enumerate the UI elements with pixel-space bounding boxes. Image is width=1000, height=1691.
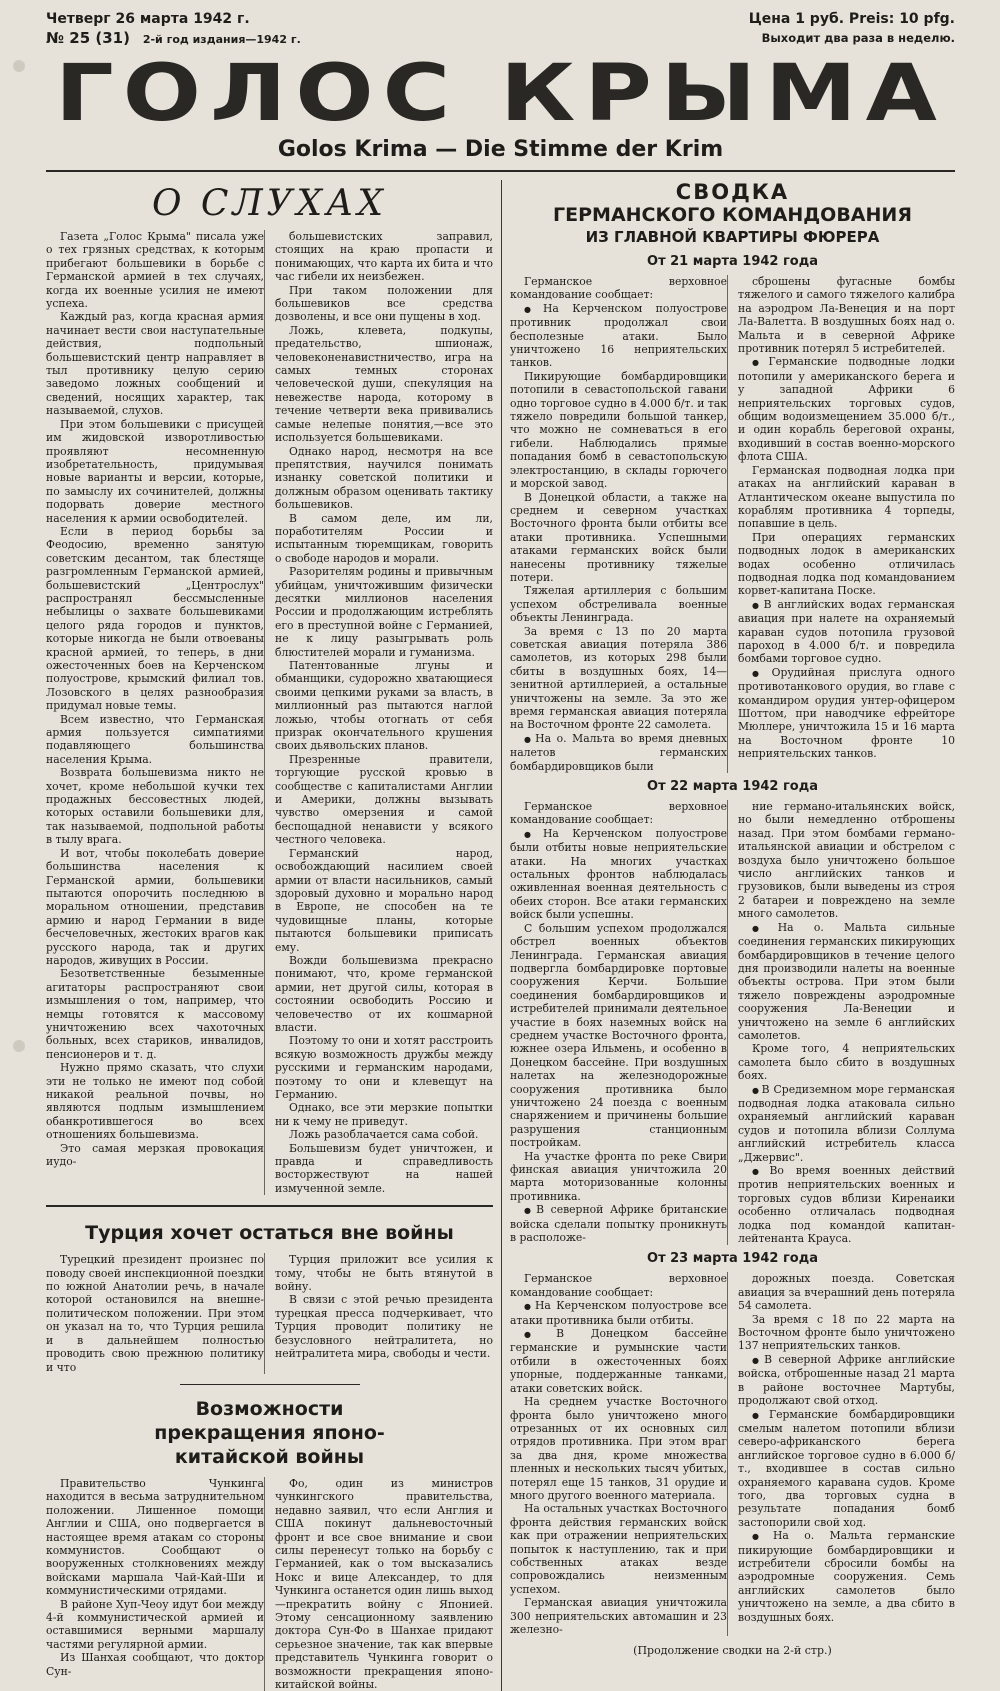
- paragraph: Большевизм будет уничтожен, и правда и справедливость восторжествуют на нашей измученной земле.: [275, 1141, 493, 1195]
- paragraph: сброшены фугасные бомбы тяжелого и самого тяжелого калибра на аэродром Ла-Венеция и на порт Ла-Валетта. В воздушных боях над о. Мальта и в северной Африке противник потерял 5 истребителей.: [738, 275, 955, 356]
- report-2-col-1: [510, 800, 728, 1245]
- paragraph: ● На Керченском полуострове все атаки противника были отбиты.: [510, 1299, 727, 1327]
- masthead-rule: [46, 170, 955, 172]
- paragraph: ● Во время военных действий против неприятельских военных и торговых судов вблизи Киренаики особенно отличалась подводная лодка под командой капитан-лейтенанта Крауса.: [738, 1164, 955, 1245]
- paragraph: Однако, все эти мерзкие попытки ни к чему не приведут.: [275, 1101, 493, 1128]
- publication-schedule: Выходит два раза в неделю.: [761, 31, 955, 45]
- paragraph: Пикирующие бомбардировщики потопили в севастопольской гавани одно торговое судно в 4.000 б/т. и так тяжело повредили большой танкер, что можно не сомневаться в его гибели. Наблюдались прямые попадания бомб в севастопольскую электростанцию, в склады горючего и морской завод.: [510, 369, 728, 491]
- issue-date: Четверг 26 марта 1942 г.: [46, 11, 250, 27]
- paragraph: Правительство Чункинга находится в весьма затруднительном положении. Лишенное помощи Англии и США, оно подвергается в настоящее время атакам со стороны коммунистов. Сообщают о вооруженных столкновениях между войсками маршала Чай-Кай-Ши и коммунистическими отрядами.: [46, 1476, 264, 1598]
- paragraph: ● В английских водах германская авиация при налете на охраняемый караван судов потопила грузовой пароход в 4.000 б/т. и повредила бомбами торговое судно.: [738, 598, 955, 666]
- paragraph: Возврата большевизма никто не хочет, кроме небольшой кучки тех продажных бессовестных людей, которых оставили большевики для, так называемой, подпольной работы в тылу врага.: [46, 766, 264, 847]
- paragraph: На среднем участке Восточного фронта было уничтожено много отрезанных от их основных сил отрядов противника. При этом враг за два дня, кроме множества пленных и нескольких тысяч убитых, потерял еще 15 танков, 31 орудие и много другого военного материала.: [510, 1395, 727, 1502]
- paragraph: В самом деле, им ли, поработителям России и испытанным тюремщикам, говорить о свободе народов и морали.: [275, 511, 493, 565]
- japan-article: [46, 1477, 493, 1691]
- svodka-title-3: ИЗ ГЛАВНОЙ КВАРТИРЫ ФЮРЕРА: [585, 228, 880, 246]
- paragraph: За время с 18 по 22 марта на Восточном фронте было уничтожено 137 неприятельских танков.: [738, 1312, 955, 1353]
- svodka-title-2: ГЕРМАНСКОГО КОМАНДОВАНИЯ: [553, 204, 912, 226]
- newspaper-subtitle: Golos Krima — Die Stimme der Krim: [277, 137, 724, 162]
- paragraph: На участке фронта по реке Свири финская авиация уничтожила 20 марта моторизованные колонны противника.: [510, 1149, 727, 1203]
- top-right-info: [749, 10, 955, 48]
- paragraph: Германский народ, освобождающий насилием своей армии от власти насильников, самый здоровый духовно и морально народ в Европе, не способен на те чудовищные планы, которые пытаются большевики приписать ему.: [275, 846, 493, 954]
- paragraph: Презренные правители, торгующие русской кровью в сообществе с капиталистами Англии и Америки, должны вызывать чувство омерзения и самой беспощадной ненависти у всякого честного человека.: [275, 752, 493, 847]
- paragraph: Германское верховное командование сообщает:: [510, 1272, 727, 1299]
- top-info-bar: [46, 0, 955, 49]
- turkey-col-2: [275, 1253, 493, 1374]
- paragraph: Вожди большевизма прекрасно понимают, что, кроме германской армии, нет другой силы, которая в состоянии освободить Россию и человечество от их кошмарной власти.: [275, 953, 493, 1034]
- paragraph: Турция приложит все усилия к тому, чтобы не быть втянутой в войну.: [275, 1253, 493, 1294]
- paragraph: На остальных участках Восточного фронта действия германских войск как при отражении неприятельских попыток к наступлению, так и при собственных атаках везде сопровождались неизменным успехом.: [510, 1502, 727, 1596]
- rumors-headline: О СЛУХАХ: [151, 183, 388, 224]
- short-rule: [180, 1384, 360, 1385]
- paragraph: Газета „Голос Крыма" писала уже о тех грязных средствах, к которым прибегают большевики в борьбе с Германской армией в тех случаях, когда их военные усилия не имеют успеха.: [46, 230, 264, 311]
- paragraph: Тяжелая артиллерия с большим успехом обстреливала военные объекты Ленинграда.: [510, 584, 727, 625]
- paragraph: Германская авиация уничтожила 300 неприятельских автомашин и 23 железно-: [510, 1596, 727, 1636]
- paragraph: ● В северной Африке английские войска, отброшенные назад 21 марта в районе восточнее Мартубы, продолжают свой отход.: [738, 1353, 955, 1408]
- paragraph: Ложь, клевета, подкупы, предательство, шпионаж, человеконенавистничество, игра на самых темных сторонах человеческой души, спекуляция на невежестве народа, которому в течение четверти века прививались самые нелепые понятия,—все это используется большевиками.: [275, 323, 493, 445]
- report-2: [510, 800, 955, 1245]
- report-3: [510, 1272, 955, 1636]
- report-date-3: От 23 марта 1942 года: [647, 1251, 818, 1267]
- paragraph: В Донецкой области, а также на среднем и северном участках Восточного фронта были отбиты все атаки противника. Успешными атаками германских войск были нанесены противнику тяжелые потери.: [510, 490, 727, 584]
- report-1-col-2: [738, 275, 955, 773]
- paragraph: ● На Керченском полуострове противник продолжал свои бесполезные атаки. Было уничтожено 16 неприятельских танков.: [510, 302, 727, 370]
- paragraph: ● На о. Мальта сильные соединения германских пикирующих бомбардировщиков в течение целого дня производили налеты на военные объекты острова. При этом были тяжело повреждены аэродромные сооружения Ла-Венеции и уничтожено на земле 6 английских самолетов.: [738, 921, 955, 1043]
- paragraph: ● В Донецком бассейне германские и румынские части отбили в ожесточенных боях упорные, поддержанные танками, атаки советских войск.: [510, 1327, 727, 1395]
- continued-note: (Продолжение сводки на 2-й стр.): [633, 1644, 832, 1658]
- paragraph: ● Орудийная прислуга одного противотанкового орудия, во главе с командиром орудия унтер-офицером Шоттом, при наводчике ефрейторе Мюллере, уничтожила 15 и 16 марта на Восточном фронте 10 неприятельских танков.: [738, 666, 955, 761]
- issue-number: № 25 (31): [46, 29, 130, 47]
- report-1: [510, 275, 955, 773]
- svodka-headline: [510, 180, 955, 248]
- paragraph: ● В северной Африке британские войска сделали попытку проникнуть в расположе-: [510, 1203, 727, 1244]
- paragraph: Поэтому то они и хотят расстроить всякую возможность дружбы между русскими и германским народами, поэтому то они и клевещут на Германию.: [275, 1034, 493, 1101]
- report-1-col-1: [510, 275, 728, 773]
- paragraph: При этом большевики с присущей им жидовской изворотливостью проявляют несомненную изобретательность, придумывая новые варианты и версии, которые, по замыслу их сочинителей, должны подорвать доверие местного населения к армии освободителей.: [46, 417, 264, 525]
- paragraph: Всем известно, что Германская армия пользуется симпатиями подавляющего большинства населения Крыма.: [46, 712, 264, 766]
- paragraph: ● Германские бомбардировщики смелым налетом потопили вблизи северо-африканского берега английское торговое судно в 6.000 б/т., входившее в состав сильно охраняемого каравана судов. Кроме того, два торговых судна в результате попадания бомб застопорили свой ход.: [738, 1408, 955, 1530]
- turkey-headline: Турция хочет остаться вне войны: [85, 1222, 454, 1245]
- paragraph: Однако народ, несмотря на все препятствия, научился понимать изнанку советской политики и должным образом оценивать тактику большевиков.: [275, 444, 493, 512]
- paragraph: ● Германские подводные лодки потопили у американского берега и у западной Африки 6 неприятельских торговых судов, общим водоизмещением 35.000 б/т., и один корабль береговой охраны, входивший в состав военно-морского флота США.: [738, 355, 955, 463]
- paragraph: Нужно прямо сказать, что слухи эти не только не имеют под собой никакой реальной почвы, но являются подлым измышлением обанкротившегося во всех отношениях большевизма.: [46, 1061, 264, 1142]
- publication-year: 2-й год издания—1942 г.: [142, 33, 301, 46]
- paragraph: За время с 13 по 20 марта советская авиация потеряла 386 самолетов, из которых 298 были сбиты в воздушных боях, 14—зенитной артиллерией, а остальные уничтожены на земле. За это же время германская авиация потеряла на Восточном фронте 22 самолета.: [510, 624, 727, 732]
- svodka-title-1: СВОДКА: [675, 180, 790, 204]
- paragraph: С большим успехом продолжался обстрел военных объектов Ленинграда. Германская авиация подвергла бомбардировке портовые сооружения Керчи. Большие соединения бомбардировщиков и истребителей принимали деятельное участие в боях наземных войск на среднем участке Восточного фронта, южнее озера Ильмень, и особенно в Донецком бассейне. При воздушных налетах на железнодорожные сооружения противника было уничтожено 24 поезда с военным снаряжением и причинены большие разрушения станционным постройкам.: [510, 921, 727, 1150]
- paragraph: Фо, один из министров чункингского правительства, недавно заявил, что если Англия и США покинут дальневосточный фронт и все свое внимание и свои силы перенесут только на борьбу с Германией, как о том высказались Нокс и вице Александер, то для Чункинга останется один лишь выход—прекратить войну с Японией. Этому сенсационному заявлению доктора Сун-Фо в Шанхае придают серьезное значение, так как впервые представитель Чункинга говорит о возможности прекращения японо-китайской войны.: [275, 1476, 493, 1691]
- right-column: [502, 180, 955, 1691]
- paragraph: Германское верховное командование сообщает:: [510, 800, 727, 827]
- japan-col-2: [275, 1477, 493, 1691]
- paragraph: ние германо-итальянских войск, но были немедленно отброшены назад. При этом бомбами германо-итальянской авиации и обстрелом с воздуха было уничтожено большое число английских танков и грузовиков, были выведены из строя 2 батареи и повреждено на земле много самолетов.: [738, 800, 955, 921]
- paragraph: Безответственные безыменные агитаторы распространяют свои измышления о том, например, что немцы готовятся к массовому уничтожению всех чахоточных больных, всех стариков, инвалидов, пенсионеров и т. д.: [46, 967, 264, 1061]
- japan-col-1: [46, 1477, 265, 1691]
- rumors-col-1: [46, 230, 265, 1195]
- paragraph: Из Шанхая сообщают, что доктор Сун-: [46, 1651, 264, 1678]
- paragraph: дорожных поезда. Советская авиация за вчерашний день потеряла 54 самолета.: [738, 1272, 955, 1313]
- paragraph: Кроме того, 4 неприятельских самолета было сбито в воздушных боях.: [738, 1042, 955, 1083]
- price: Цена 1 руб. Preis: 10 pfg.: [748, 11, 955, 27]
- paragraph: В районе Хуп-Чеоу идут бои между 4-й коммунистической армией и оставшимися верными маршалу частями регулярной армии.: [46, 1597, 264, 1651]
- left-column: [46, 180, 502, 1691]
- japan-headline: Возможности прекращения японо-китайской войны: [154, 1397, 385, 1468]
- paragraph: Патентованные лгуны и обманщики, судорожно хватающиеся своими цепкими руками за власть, в миллионный раз пытаются наглой ложью, чтобы отогнать от себя призрак окончательного крушения своих дьявольских планов.: [275, 659, 493, 753]
- masthead: [46, 47, 955, 162]
- paragraph: Это самая мерзкая провокация иудо-: [46, 1141, 264, 1169]
- paragraph: Каждый раз, когда красная армия начинает вести свои наступательные действия, подпольный большевистский центр направляет в тыл противнику целую серию заведомо ложных сообщений и сведений, носящих характер, так называемой, слухов.: [46, 310, 264, 418]
- paragraph: ● На о. Мальта германские пикирующие бомбардировщики и истребители сбросили бомбы на аэродромные сооружения. Семь английских самолетов было уничтожено на земле, а два сбито в воздушных боях.: [738, 1529, 955, 1624]
- paragraph: Турецкий президент произнес по поводу своей инспекционной поездки по южной Анатолии речь, в начале которой остановился на внешне-политическом положении. При этом он указал на то, что Турция решила и в дальнейшем полностью проводить свою прежнюю политику и что: [46, 1253, 264, 1374]
- paragraph: Германское верховное командование сообщает:: [510, 275, 727, 302]
- punch-hole: [13, 1040, 25, 1052]
- paragraph: В связи с этой речью президента турецкая пресса подчеркивает, что Турция проводит политику не безусловного нейтралитета, но нейтралитета мира, свободы и чести.: [275, 1293, 493, 1361]
- paragraph: ● В Средиземном море германская подводная лодка атаковала сильно охраняемый английский караван судов и потопила вблизи Соллума английский истребитель класса „Джервис".: [738, 1083, 955, 1164]
- paragraph: При таком положении для большевиков все средства дозволены, и все они пущены в ход.: [275, 283, 493, 324]
- section-rule: [46, 1205, 493, 1207]
- paragraph: Германская подводная лодка при атаках на английский караван в Атлантическом океане выпустила по кораблям противника 4 торпеды, попавшие в цель.: [738, 463, 955, 531]
- rumors-article: [46, 230, 493, 1195]
- paragraph: И вот, чтобы поколебать доверие большинства населения к Германской армии, большевики пытаются опорочить последнюю в моральном отношении, представив армию и народ Германии в виде бесчеловечных, жестоких врагов как русского народа, так и других народов, живущих в России.: [46, 846, 264, 967]
- paragraph: Если в период борьбы за Феодосию, временно занятую советским десантом, так блестяще разгромленным Германской армией, большевистский „Центрослух" распространял бессмысленные небылицы о захвате большевиками целого ряда городов и пунктов, которые никогда не были отвоеваны красной армией, то теперь, в дни ожесточенных боев на Керченском полуострове, крымский филиал тов. Лозовского в целях разнообразия придумал новые темы.: [46, 524, 264, 713]
- report-3-col-2: [738, 1272, 955, 1636]
- turkey-col-1: [46, 1253, 265, 1374]
- rumors-col-2: [275, 230, 493, 1195]
- paragraph: Ложь разоблачается сама собой.: [289, 1128, 479, 1142]
- top-left-info: [46, 10, 301, 49]
- turkey-article: [46, 1253, 493, 1374]
- issue-line: [46, 29, 301, 49]
- paragraph: Разорителям родины и привычным убийцам, уничтожившим физически десятки миллионов населения России и продолжающим истреблять его в преступной войне с Германией, не к лицу разыгрывать роль блюстителей морали и гуманизма.: [275, 565, 493, 659]
- report-date-1: От 21 марта 1942 года: [647, 254, 818, 269]
- newspaper-title: ГОЛОС КРЫМА: [55, 47, 946, 139]
- paragraph: ● На Керченском полуострове были отбиты новые неприятельские атаки. На многих участках остальных фронтов наблюдалась оживленная военная деятельность с обеих сторон. Все атаки германских войск были успешны.: [510, 827, 727, 922]
- paragraph: ● На о. Мальта во время дневных налетов германских бомбардировщиков были: [510, 732, 727, 773]
- report-date-2: От 22 марта 1942 года: [647, 779, 818, 795]
- report-3-col-1: [510, 1272, 728, 1636]
- main-columns: [46, 180, 955, 1691]
- report-2-col-2: [738, 800, 955, 1245]
- punch-hole: [13, 60, 25, 72]
- paragraph: При операциях германских подводных лодок в американских водах особенно отличилась подводная лодка под командованием корвет-капитана Поске.: [738, 530, 955, 598]
- paragraph: большевистских заправил, стоящих на краю пропасти и понимающих, что карта их бита и что час гибели их неизбежен.: [275, 230, 493, 284]
